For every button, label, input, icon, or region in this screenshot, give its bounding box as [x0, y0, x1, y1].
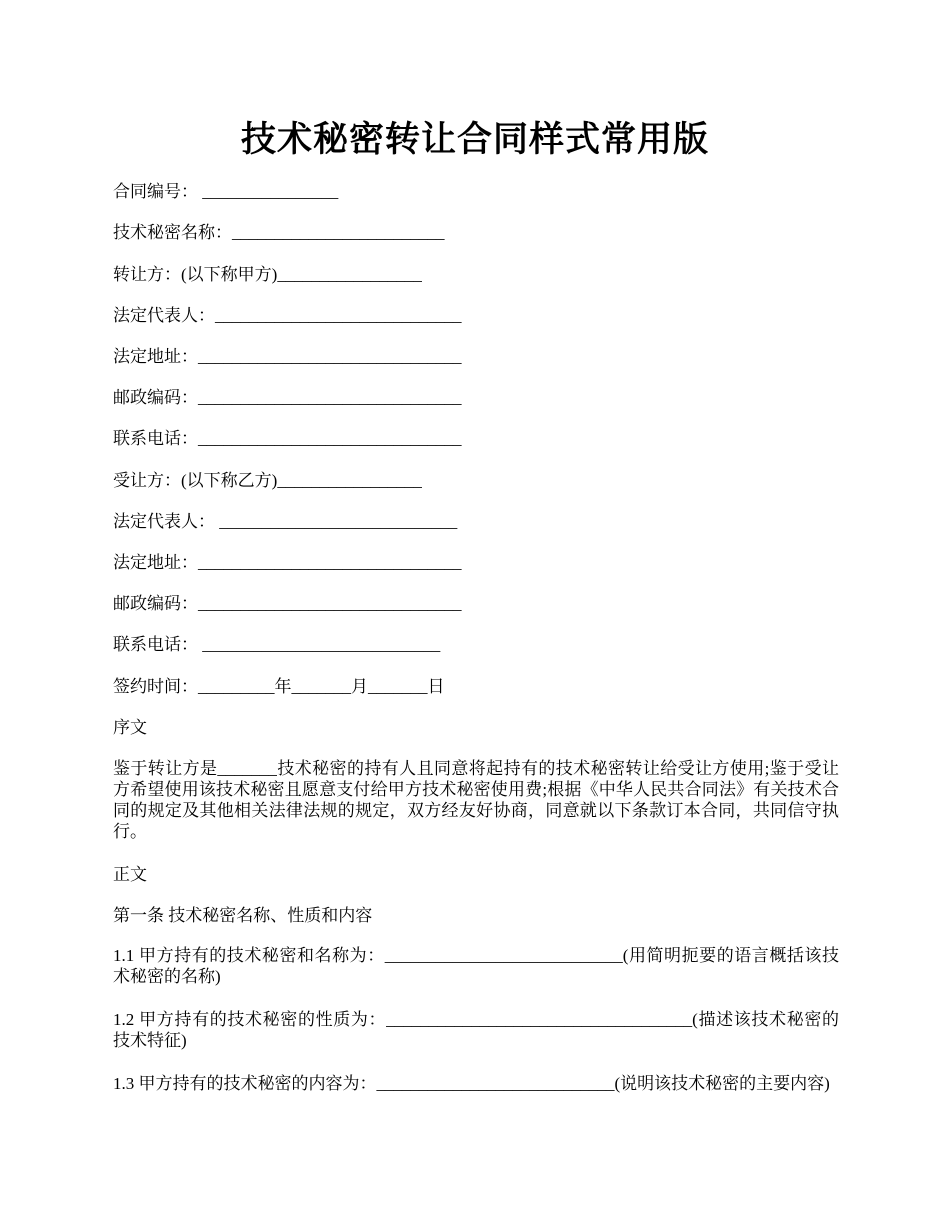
field-transferor-address: 法定地址：_______________________________	[113, 347, 462, 366]
document-title: 技术秘密转让合同样式常用版	[240, 120, 709, 160]
field-transferee-phone: 联系电话： ____________________________	[113, 635, 441, 654]
field-transferee-address: 法定地址：_______________________________	[113, 553, 462, 572]
article1-heading: 第一条 技术秘密名称、性质和内容	[113, 906, 373, 925]
body-heading: 正文	[113, 865, 147, 884]
field-secret-name: 技术秘密名称：_________________________	[113, 223, 445, 242]
preface-text: 鉴于转让方是_______技术秘密的持有人且同意将起持有的技术秘密转让给受让方使用;鉴于受让方希望使用该技术秘密且愿意支付给甲方技术秘密使用费;根据《中华人民共合同法》有关技术合同的规定及其他相关法律法规的规定，双方经友好协商，同意就以下条款订本合同，共同信守执行。	[113, 759, 839, 841]
field-transferee-representative: 法定代表人： ____________________________	[113, 512, 458, 531]
field-transferee-postcode: 邮政编码：_______________________________	[113, 594, 462, 613]
clause-1-1: 1.1 甲方持有的技术秘密和名称为：____________________________(用简明扼要的语言概括该技术秘密的名称)	[113, 946, 839, 986]
field-transferor-representative: 法定代表人：_____________________________	[113, 306, 462, 325]
field-transferor: 转让方：(以下称甲方)_________________	[113, 265, 422, 284]
field-contract-number: 合同编号： ________________	[113, 182, 339, 201]
field-transferee: 受让方：(以下称乙方)_________________	[113, 471, 422, 490]
clause-1-2: 1.2 甲方持有的技术秘密的性质为：____________________________________(描述该技术秘密的技术特征)	[113, 1010, 839, 1050]
field-transferor-postcode: 邮政编码：_______________________________	[113, 388, 462, 407]
clause-1-3: 1.3 甲方持有的技术秘密的内容为：____________________________(说明该技术秘密的主要内容)	[113, 1074, 830, 1093]
preface-heading: 序文	[113, 718, 147, 737]
field-sign-date: 签约时间：_________年_______月_______日	[113, 677, 445, 696]
field-transferor-phone: 联系电话：_______________________________	[113, 429, 462, 448]
